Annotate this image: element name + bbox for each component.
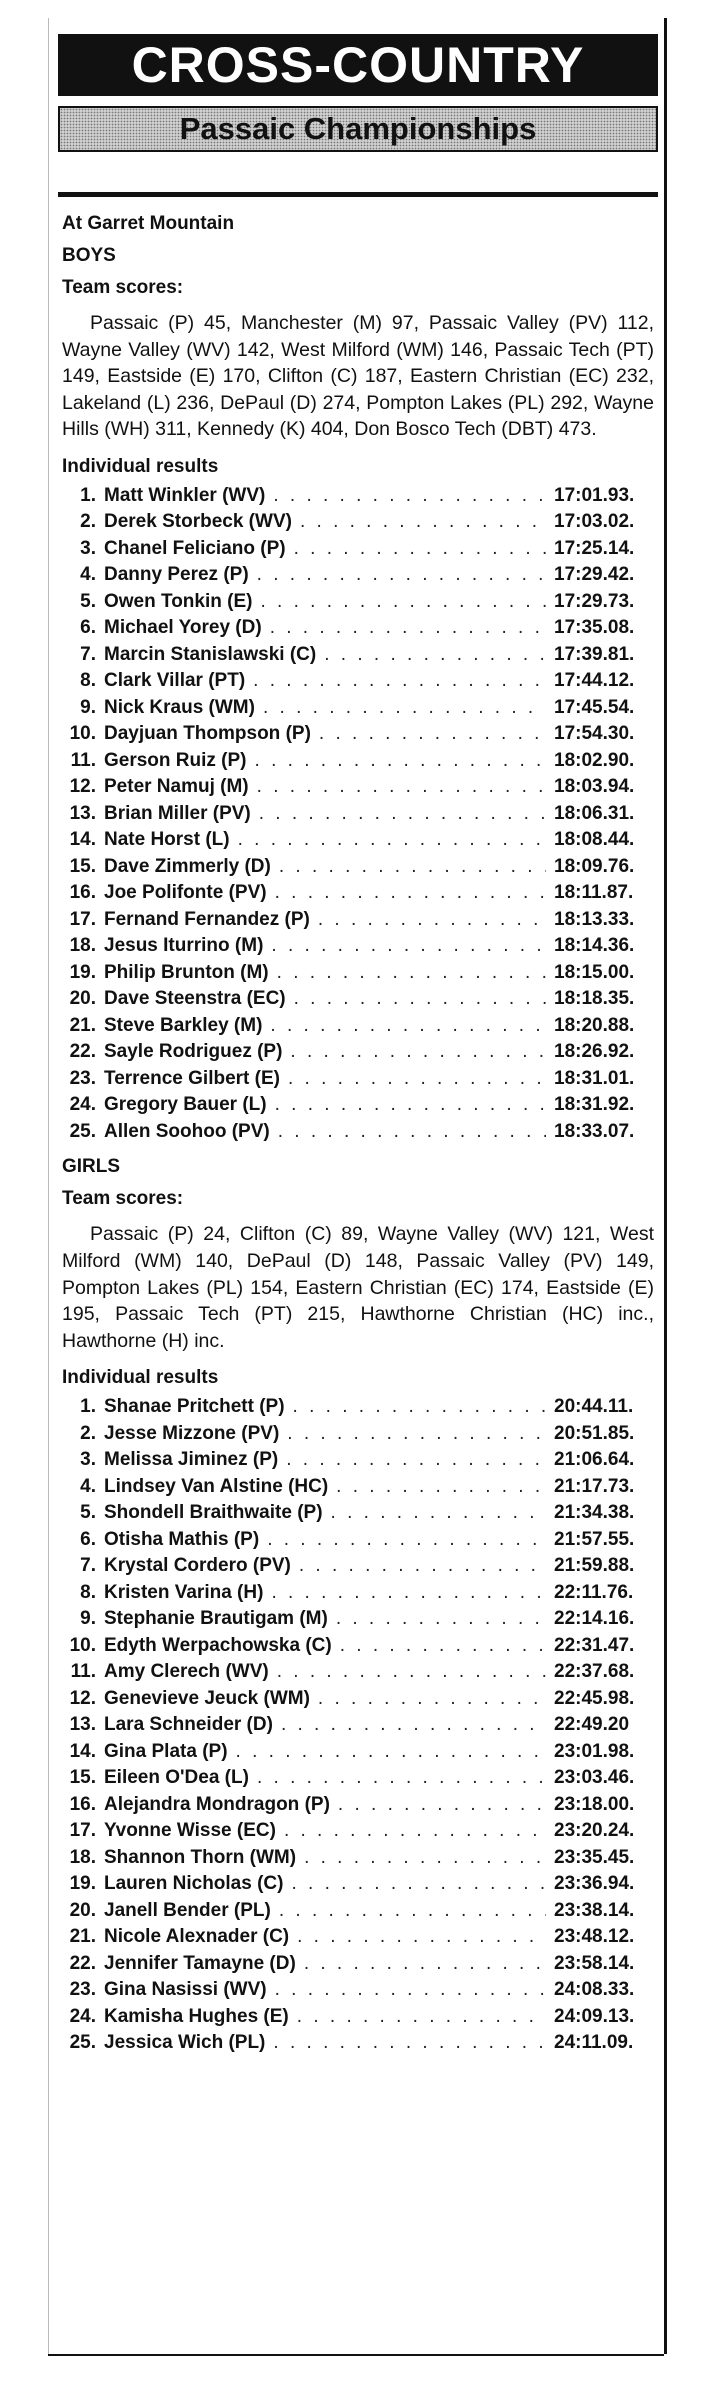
result-row xyxy=(62,1092,654,1119)
result-rank: 7. xyxy=(80,1555,96,1577)
result-row xyxy=(62,589,654,616)
result-time: 22:49.20 xyxy=(554,1714,630,1736)
result-rank: 11. xyxy=(70,1661,96,1683)
result-time: 23:35.45. xyxy=(554,1846,635,1868)
result-time: 20:51.85. xyxy=(554,1422,635,1444)
result-rank: 14. xyxy=(69,1740,96,1762)
result-row xyxy=(62,1119,654,1146)
result-row xyxy=(62,1553,654,1580)
result-rank: 20. xyxy=(69,988,96,1010)
result-time: 23:01.98. xyxy=(554,1740,635,1762)
result-rank: 21. xyxy=(69,1926,96,1948)
girls-team-scores-heading: Team scores: xyxy=(62,1188,184,1210)
result-name: Joe Polifonte (PV) xyxy=(104,882,267,904)
result-rank: 16. xyxy=(69,882,96,904)
result-row xyxy=(62,1898,654,1925)
dot-leader xyxy=(284,1818,546,1845)
result-row xyxy=(62,1527,654,1554)
result-name: Lauren Nicholas (C) xyxy=(104,1873,284,1895)
dot-leader xyxy=(291,1871,546,1898)
result-time: 17:44.12. xyxy=(554,670,635,692)
boys-team-scores: Passaic (P) 45, Manchester (M) 97, Passaic Valley (PV) 112, Wayne Valley (WV) 142, West Milford (WM) 146, Passaic Tech (PT) 149, Eastside (E) 170, Clifton (C) 187, Eastern Christian (EC) 232, Lakeland (L) 236, DePaul (D) 274, Pompton Lakes (PL) 292, Wayne Hills (WH) 311, Kennedy (K) 404, Don Bosco Tech (DBT) 473. xyxy=(62,312,654,441)
result-name: Melissa Jiminez (P) xyxy=(104,1449,279,1471)
result-time: 23:18.00. xyxy=(554,1793,635,1815)
result-rank: 13. xyxy=(69,802,96,824)
dot-leader xyxy=(297,2004,546,2031)
result-time: 18:18.35. xyxy=(554,988,635,1010)
result-rank: 9. xyxy=(80,1608,96,1630)
result-rank: 23. xyxy=(69,1067,96,1089)
result-row xyxy=(62,1633,654,1660)
result-name: Lara Schneider (D) xyxy=(104,1714,273,1736)
result-name: Krystal Cordero (PV) xyxy=(104,1555,291,1577)
dot-leader xyxy=(294,986,546,1013)
result-rank: 5. xyxy=(80,1502,96,1524)
result-rank: 8. xyxy=(80,670,96,692)
result-name: Shanae Pritchett (P) xyxy=(104,1396,285,1418)
result-row xyxy=(62,1580,654,1607)
result-name: Janell Bender (PL) xyxy=(104,1899,271,1921)
result-row xyxy=(62,854,654,881)
result-row xyxy=(62,907,654,934)
result-time: 18:03.94. xyxy=(554,776,635,798)
result-row xyxy=(62,1871,654,1898)
result-time: 18:15.00. xyxy=(554,961,635,983)
results-body xyxy=(62,208,654,2057)
result-name: Dave Steenstra (EC) xyxy=(104,988,286,1010)
result-rank: 22. xyxy=(69,1952,96,1974)
result-name: Kristen Varina (H) xyxy=(104,1581,264,1603)
result-row xyxy=(62,774,654,801)
dot-leader xyxy=(336,1606,546,1633)
result-rank: 25. xyxy=(69,1120,96,1142)
result-name: Alejandra Mondragon (P) xyxy=(104,1793,330,1815)
result-time: 24:09.13. xyxy=(554,2005,635,2027)
dot-leader xyxy=(270,1013,546,1040)
result-rank: 2. xyxy=(80,511,96,533)
result-rank: 12. xyxy=(69,776,96,798)
dot-leader xyxy=(324,642,546,669)
result-time: 24:08.33. xyxy=(554,1979,635,2001)
result-rank: 22. xyxy=(69,1041,96,1063)
dot-leader xyxy=(257,562,546,589)
result-row xyxy=(62,880,654,907)
result-name: Edyth Werpachowska (C) xyxy=(104,1634,332,1656)
result-rank: 10. xyxy=(69,1634,96,1656)
divider-rule xyxy=(58,192,658,197)
result-time: 17:45.54. xyxy=(554,696,635,718)
dot-leader xyxy=(273,2030,546,2057)
dot-leader xyxy=(238,827,546,854)
result-time: 18:09.76. xyxy=(554,855,635,877)
result-rank: 14. xyxy=(69,829,96,851)
result-name: Shannon Thorn (WM) xyxy=(104,1846,297,1868)
result-row xyxy=(62,1474,654,1501)
result-row xyxy=(62,986,654,1013)
result-row xyxy=(62,1606,654,1633)
result-name: Gina Plata (P) xyxy=(104,1740,228,1762)
dot-leader xyxy=(279,854,546,881)
result-time: 22:37.68. xyxy=(554,1661,635,1683)
dot-leader xyxy=(299,1553,546,1580)
result-name: Michael Yorey (D) xyxy=(104,617,262,639)
result-row xyxy=(62,1818,654,1845)
result-rank: 9. xyxy=(80,696,96,718)
result-rank: 4. xyxy=(80,564,96,586)
result-name: Dave Zimmerly (D) xyxy=(104,855,271,877)
result-time: 17:01.93. xyxy=(554,484,635,506)
result-time: 21:06.64. xyxy=(554,1449,635,1471)
result-time: 23:20.24. xyxy=(554,1820,635,1842)
result-time: 17:25.14. xyxy=(554,537,635,559)
result-time: 17:29.42. xyxy=(554,564,635,586)
result-rank: 10. xyxy=(69,723,96,745)
dot-leader xyxy=(286,1447,546,1474)
result-row xyxy=(62,1659,654,1686)
result-rank: 3. xyxy=(80,1449,96,1471)
result-rank: 6. xyxy=(80,617,96,639)
result-rank: 3. xyxy=(80,537,96,559)
boys-results-list xyxy=(62,483,654,1146)
dot-leader xyxy=(270,615,546,642)
result-name: Kamisha Hughes (E) xyxy=(104,2005,289,2027)
dot-leader xyxy=(267,1527,546,1554)
result-rank: 11. xyxy=(70,749,96,771)
result-name: Yvonne Wisse (EC) xyxy=(104,1820,276,1842)
result-row xyxy=(62,1421,654,1448)
dot-leader xyxy=(318,1686,546,1713)
result-rank: 17. xyxy=(69,908,96,930)
result-row xyxy=(62,668,654,695)
result-name: Eileen O'Dea (L) xyxy=(104,1767,249,1789)
girls-team-scores: Passaic (P) 24, Clifton (C) 89, Wayne Valley (WV) 121, West Milford (WM) 140, DePaul (D) 148, Passaic Valley (PV) 149, Pompton Lakes (PL) 154, Eastern Christian (EC) 174, Eastside (E) 195, Passaic Tech (PT) 215, Hawthorne Christian (HC) inc., Hawthorne (H) inc. xyxy=(62,1223,654,1352)
dot-leader xyxy=(257,774,546,801)
result-rank: 19. xyxy=(69,1873,96,1895)
result-row xyxy=(62,536,654,563)
result-rank: 19. xyxy=(69,961,96,983)
dot-leader xyxy=(278,1119,546,1146)
result-row xyxy=(62,1066,654,1093)
result-time: 18:08.44. xyxy=(554,829,635,851)
result-rank: 12. xyxy=(69,1687,96,1709)
result-rank: 16. xyxy=(69,1793,96,1815)
result-rank: 23. xyxy=(69,1979,96,2001)
result-row xyxy=(62,2030,654,2057)
result-rank: 20. xyxy=(69,1899,96,1921)
result-rank: 1. xyxy=(80,1396,96,1418)
result-name: Shondell Braithwaite (P) xyxy=(104,1502,323,1524)
result-time: 22:11.76. xyxy=(554,1581,634,1603)
event-title: Passaic Championships xyxy=(58,106,658,152)
result-time: 22:45.98. xyxy=(554,1687,635,1709)
result-row xyxy=(62,1845,654,1872)
dot-leader xyxy=(340,1633,546,1660)
result-name: Jesus Iturrino (M) xyxy=(104,935,264,957)
dot-leader xyxy=(281,1712,546,1739)
result-time: 23:58.14. xyxy=(554,1952,635,1974)
result-time: 18:33.07. xyxy=(554,1120,635,1142)
result-time: 18:20.88. xyxy=(554,1014,635,1036)
dot-leader xyxy=(293,1394,546,1421)
result-time: 22:31.47. xyxy=(554,1634,635,1656)
result-row xyxy=(62,1712,654,1739)
result-time: 21:34.38. xyxy=(554,1502,635,1524)
result-name: Jessica Wich (PL) xyxy=(104,2032,266,2054)
result-name: Nicole Alexnader (C) xyxy=(104,1926,290,1948)
result-row xyxy=(62,1447,654,1474)
result-name: Otisha Mathis (P) xyxy=(104,1528,260,1550)
result-row xyxy=(62,827,654,854)
dot-leader xyxy=(290,1039,546,1066)
result-row xyxy=(62,615,654,642)
result-rank: 7. xyxy=(80,643,96,665)
dot-leader xyxy=(277,1659,546,1686)
result-rank: 21. xyxy=(69,1014,96,1036)
result-row xyxy=(62,509,654,536)
result-name: Amy Clerech (WV) xyxy=(104,1661,269,1683)
result-time: 17:35.08. xyxy=(554,617,635,639)
dot-leader xyxy=(253,668,546,695)
result-row xyxy=(62,721,654,748)
result-row xyxy=(62,748,654,775)
result-rank: 1. xyxy=(80,484,96,506)
dot-leader xyxy=(279,1898,546,1925)
result-name: Gregory Bauer (L) xyxy=(104,1094,267,1116)
result-name: Nick Kraus (WM) xyxy=(104,696,255,718)
result-name: Gerson Ruiz (P) xyxy=(104,749,247,771)
result-rank: 18. xyxy=(69,1846,96,1868)
result-name: Danny Perez (P) xyxy=(104,564,249,586)
result-time: 18:31.01. xyxy=(554,1067,635,1089)
dot-leader xyxy=(275,880,546,907)
result-row xyxy=(62,960,654,987)
result-name: Philip Brunton (M) xyxy=(104,961,269,983)
result-time: 17:29.73. xyxy=(554,590,635,612)
result-time: 22:14.16. xyxy=(554,1608,635,1630)
result-name: Chanel Feliciano (P) xyxy=(104,537,286,559)
result-time: 18:14.36. xyxy=(554,935,635,957)
dot-leader xyxy=(275,1092,546,1119)
dot-leader xyxy=(304,1951,546,1978)
result-row xyxy=(62,1924,654,1951)
dot-leader xyxy=(257,1765,546,1792)
result-name: Dayjuan Thompson (P) xyxy=(104,723,311,745)
girls-individual-heading: Individual results xyxy=(62,1367,219,1389)
result-time: 18:02.90. xyxy=(554,749,635,771)
result-name: Allen Soohoo (PV) xyxy=(104,1120,270,1142)
dot-leader xyxy=(287,1421,546,1448)
dot-leader xyxy=(236,1739,546,1766)
location-heading: At Garret Mountain xyxy=(62,213,235,234)
dot-leader xyxy=(275,1977,546,2004)
dot-leader xyxy=(319,721,546,748)
result-name: Gina Nasissi (WV) xyxy=(104,1979,267,2001)
result-name: Jennifer Tamayne (D) xyxy=(104,1952,296,1974)
bottom-rule xyxy=(48,2354,664,2356)
result-time: 23:36.94. xyxy=(554,1873,635,1895)
dot-leader xyxy=(318,907,546,934)
result-time: 17:03.02. xyxy=(554,511,635,533)
dot-leader xyxy=(331,1500,546,1527)
result-time: 18:06.31. xyxy=(554,802,635,824)
result-time: 24:11.09. xyxy=(554,2032,634,2054)
result-rank: 18. xyxy=(69,935,96,957)
dot-leader xyxy=(336,1474,546,1501)
boys-team-scores-heading: Team scores: xyxy=(62,277,184,298)
result-name: Lindsey Van Alstine (HC) xyxy=(104,1475,329,1497)
dot-leader xyxy=(273,483,546,510)
result-time: 20:44.11. xyxy=(554,1396,634,1418)
result-row xyxy=(62,1765,654,1792)
result-time: 18:11.87. xyxy=(554,882,634,904)
result-rank: 8. xyxy=(80,1581,96,1603)
result-rank: 6. xyxy=(80,1528,96,1550)
dot-leader xyxy=(304,1845,546,1872)
result-name: Clark Villar (PT) xyxy=(104,670,246,692)
result-time: 23:48.12. xyxy=(554,1926,635,1948)
result-time: 17:54.30. xyxy=(554,723,635,745)
dot-leader xyxy=(259,801,546,828)
result-name: Genevieve Jeuck (WM) xyxy=(104,1687,310,1709)
result-rank: 4. xyxy=(80,1475,96,1497)
result-name: Stephanie Brautigam (M) xyxy=(104,1608,328,1630)
boys-heading: BOYS xyxy=(62,245,116,266)
dot-leader xyxy=(260,589,546,616)
dot-leader xyxy=(300,509,546,536)
result-rank: 13. xyxy=(69,1714,96,1736)
result-row xyxy=(62,642,654,669)
result-time: 21:57.55. xyxy=(554,1528,635,1550)
result-name: Fernand Fernandez (P) xyxy=(104,908,310,930)
result-time: 21:17.73. xyxy=(554,1475,635,1497)
result-row xyxy=(62,933,654,960)
dot-leader xyxy=(338,1792,546,1819)
dot-leader xyxy=(277,960,546,987)
result-rank: 24. xyxy=(69,2005,96,2027)
result-name: Marcin Stanislawski (C) xyxy=(104,643,317,665)
dot-leader xyxy=(297,1924,546,1951)
girls-results-list xyxy=(62,1394,654,2057)
result-row xyxy=(62,562,654,589)
section-banner: CROSS-COUNTRY xyxy=(58,34,658,96)
result-row xyxy=(62,695,654,722)
dot-leader xyxy=(288,1066,546,1093)
result-name: Owen Tonkin (E) xyxy=(104,590,253,612)
result-row xyxy=(62,1500,654,1527)
boys-individual-heading: Individual results xyxy=(62,455,219,477)
result-row xyxy=(62,1394,654,1421)
result-time: 18:31.92. xyxy=(554,1094,635,1116)
result-rank: 5. xyxy=(80,590,96,612)
result-time: 17:39.81. xyxy=(554,643,635,665)
result-name: Nate Horst (L) xyxy=(104,829,230,851)
result-name: Sayle Rodriguez (P) xyxy=(104,1041,283,1063)
result-row xyxy=(62,1739,654,1766)
result-name: Steve Barkley (M) xyxy=(104,1014,263,1036)
result-row xyxy=(62,1039,654,1066)
result-rank: 15. xyxy=(69,1767,96,1789)
result-name: Terrence Gilbert (E) xyxy=(104,1067,280,1089)
result-row xyxy=(62,1792,654,1819)
result-row xyxy=(62,1951,654,1978)
result-time: 23:38.14. xyxy=(554,1899,635,1921)
dot-leader xyxy=(294,536,546,563)
result-name: Brian Miller (PV) xyxy=(104,802,251,824)
dot-leader xyxy=(263,695,546,722)
result-time: 18:26.92. xyxy=(554,1041,635,1063)
result-name: Peter Namuj (M) xyxy=(104,776,249,798)
result-time: 23:03.46. xyxy=(554,1767,635,1789)
dot-leader xyxy=(255,748,546,775)
result-rank: 15. xyxy=(69,855,96,877)
result-row xyxy=(62,1977,654,2004)
result-name: Jesse Mizzone (PV) xyxy=(104,1422,280,1444)
result-time: 21:59.88. xyxy=(554,1555,635,1577)
result-rank: 17. xyxy=(69,1820,96,1842)
result-name: Derek Storbeck (WV) xyxy=(104,511,292,533)
girls-heading: GIRLS xyxy=(62,1156,121,1178)
dot-leader xyxy=(271,1580,546,1607)
result-time: 18:13.33. xyxy=(554,908,635,930)
result-name: Matt Winkler (WV) xyxy=(104,484,266,506)
result-row xyxy=(62,2004,654,2031)
result-rank: 2. xyxy=(80,1422,96,1444)
result-row xyxy=(62,1686,654,1713)
dot-leader xyxy=(271,933,546,960)
result-rank: 25. xyxy=(69,2032,96,2054)
result-rank: 24. xyxy=(69,1094,96,1116)
result-row xyxy=(62,483,654,510)
result-row xyxy=(62,801,654,828)
result-row xyxy=(62,1013,654,1040)
